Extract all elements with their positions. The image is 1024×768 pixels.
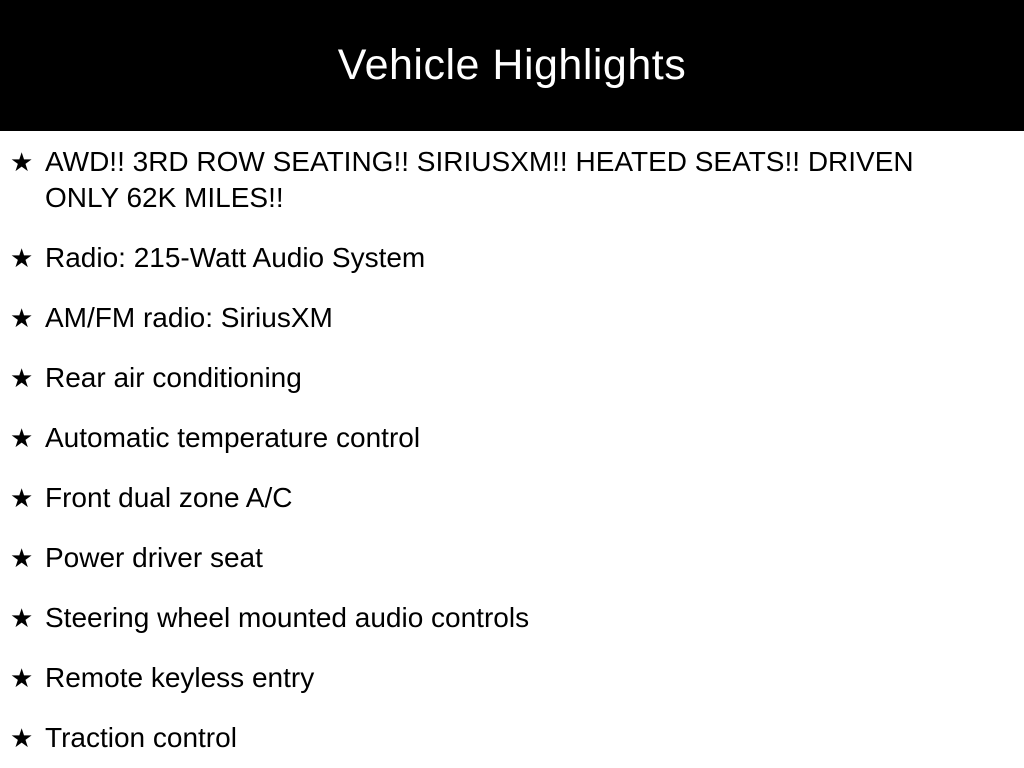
- list-item: [0, 144, 992, 216]
- slide-header: [0, 0, 1024, 131]
- star-bullet-icon: ★: [10, 663, 34, 693]
- bullet-text: Automatic temperature control: [45, 422, 421, 453]
- star-bullet-icon: ★: [10, 423, 34, 453]
- bullet-text: Front dual zone A/C: [45, 482, 293, 513]
- list-item: [0, 360, 992, 396]
- bullet-text: AM/FM radio: SiriusXM: [45, 302, 333, 333]
- bullet-text: Radio: 215-Watt Audio System: [45, 242, 426, 273]
- bullet-text: Remote keyless entry: [45, 662, 315, 693]
- list-item: [0, 540, 992, 576]
- star-bullet-icon: ★: [10, 723, 34, 753]
- star-bullet-icon: ★: [10, 483, 34, 513]
- star-bullet-icon: ★: [10, 303, 34, 333]
- list-item: [0, 300, 992, 336]
- star-bullet-icon: ★: [10, 543, 34, 573]
- star-bullet-icon: ★: [10, 363, 34, 393]
- bullet-text: Steering wheel mounted audio controls: [45, 602, 530, 633]
- list-item: [0, 720, 992, 756]
- page-title: Vehicle Highlights: [337, 41, 687, 89]
- bullet-text: Rear air conditioning: [45, 362, 302, 393]
- star-bullet-icon: ★: [10, 603, 34, 633]
- list-item: [0, 480, 992, 516]
- star-bullet-icon: ★: [10, 147, 34, 177]
- list-item: [0, 600, 992, 636]
- bullet-text: Traction control: [45, 722, 237, 753]
- list-item: [0, 240, 992, 276]
- highlights-list: [0, 131, 1024, 756]
- bullet-text: Power driver seat: [45, 542, 263, 573]
- bullet-text: AWD!! 3RD ROW SEATING!! SIRIUSXM!! HEATED SEATS!! DRIVEN ONLY 62K MILES!!: [45, 146, 914, 213]
- list-item: [0, 420, 992, 456]
- list-item: [0, 660, 992, 696]
- star-bullet-icon: ★: [10, 243, 34, 273]
